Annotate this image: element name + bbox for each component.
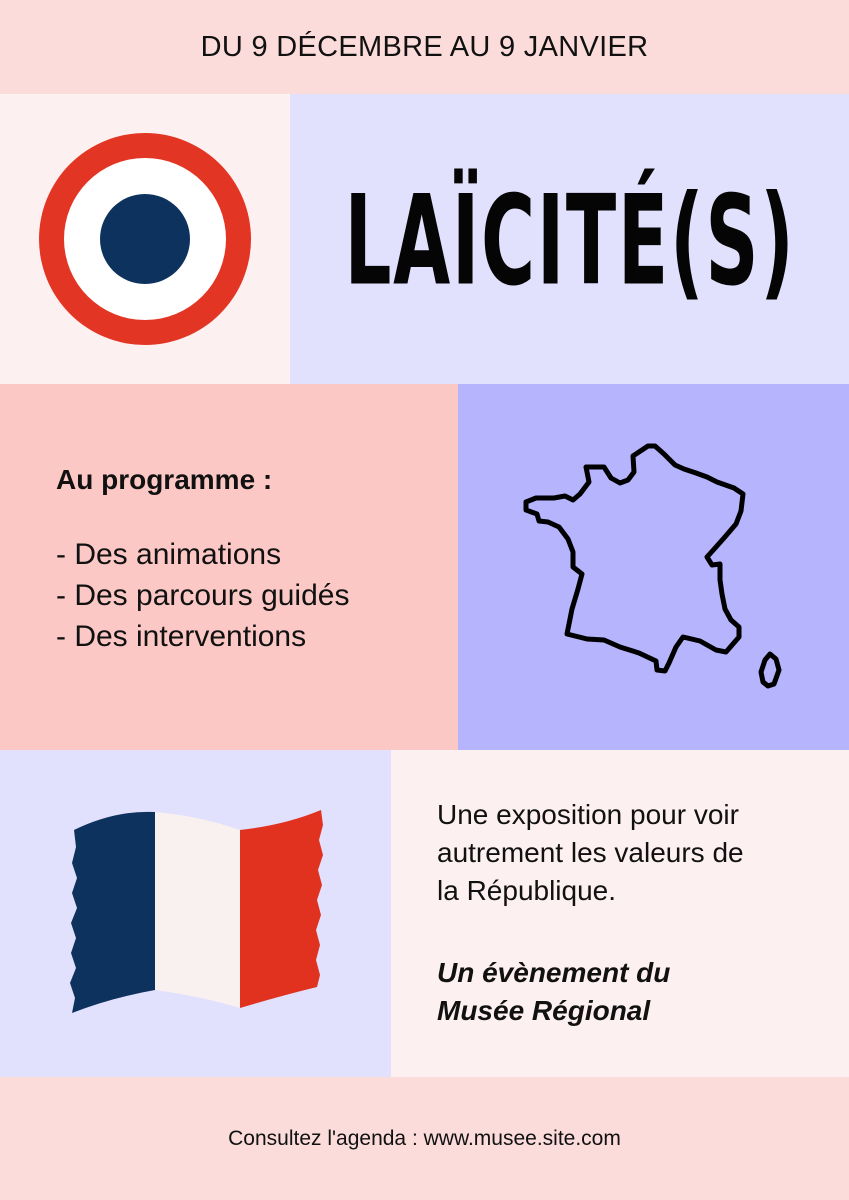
flag-panel: [0, 750, 391, 1077]
organizer-line: Musée Régional: [437, 995, 651, 1026]
program-panel: [0, 384, 458, 750]
title-panel: [290, 94, 849, 384]
agenda-link[interactable]: Consultez l'agenda : www.musee.site.com: [228, 1126, 621, 1150]
french-flag-icon: [0, 750, 391, 1077]
organizer-note: [437, 954, 819, 1030]
cocarde-panel: [0, 94, 290, 384]
exhibition-description: [437, 796, 819, 910]
description-panel: [391, 750, 849, 1077]
program-item: - Des parcours guidés: [56, 579, 350, 612]
program-heading: Au programme :: [56, 464, 273, 495]
map-panel: [458, 384, 849, 750]
program-item: - Des interventions: [56, 620, 307, 653]
footer-banner: [0, 1077, 849, 1200]
date-banner: [0, 0, 849, 94]
cocarde-icon: [0, 94, 290, 384]
program-item: - Des animations: [56, 538, 282, 571]
organizer-line: Un évènement du: [437, 957, 671, 988]
description-line: autrement les valeurs de: [437, 837, 744, 868]
event-dates: DU 9 DÉCEMBRE AU 9 JANVIER: [200, 30, 649, 63]
france-map-icon: [458, 384, 849, 750]
description-line: Une exposition pour voir: [437, 799, 739, 830]
description-line: la République.: [437, 875, 617, 906]
page-title: LAÏCITÉ(S): [343, 168, 795, 314]
